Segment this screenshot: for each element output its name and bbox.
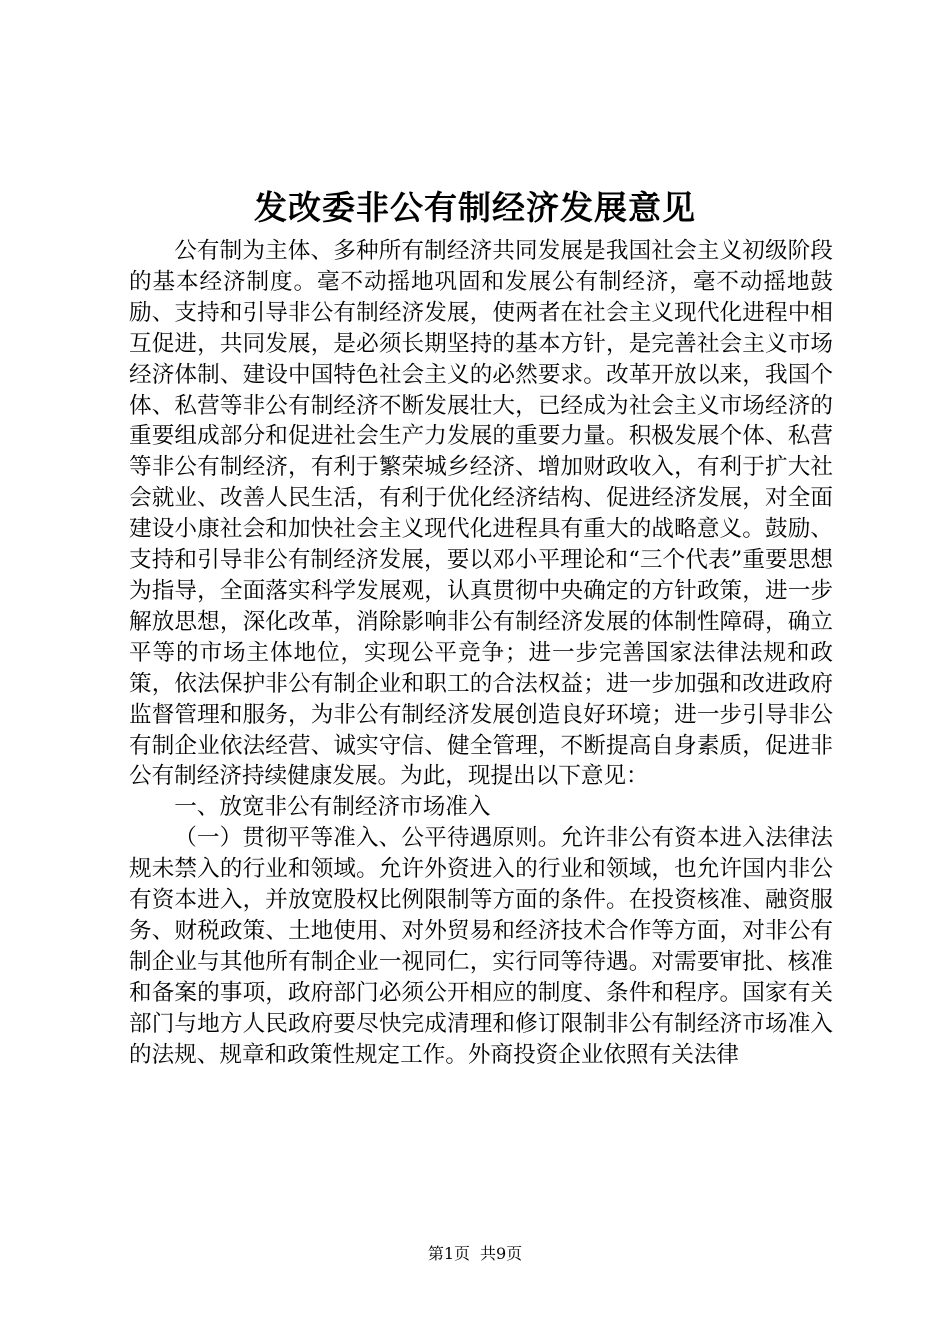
- section-heading: 一、放宽非公有制经济市场准入: [174, 794, 491, 821]
- paragraph-intro: 公有制为主体、多种所有制经济共同发展是我国社会主义初级阶段的基本经济制度。毫不动摇地巩固和发展公有制经济，毫不动摇地鼓励、支持和引导非公有制经济发展，使两者在社会主义现代化进程中相互促进，共同发展，是必须长期坚持的基本方针，是完善社会主义市场经济体制、建设中国特色社会主义的必然要求。改革开放以来，我国个体、私营等非公有制经济不断发展壮大，已经成为社会主义市场经济的重要组成部分和促进社会生产力发展的重要力量。积极发展个体、私营等非公有制经济，有利于繁荣城乡经济、增加财政收入，有利于扩大社会就业、改善人民生活，有利于优化经济结构、促进经济发展，对全面建设小康社会和加快社会主义现代化进程具有重大的战略意义。鼓励、支持和引导非公有制经济发展，要以邓小平理论和“三个代表”重要思想为指导，全面落实科学发展观，认真贯彻中央确定的方针政策，进一步解放思想，深化改革，消除影响非公有制经济发展的体制性障碍，确立平等的市场主体地位，实现公平竞争；进一步完善国家法律法规和政策，依法保护非公有制企业和职工的合法权益；进一步加强和改进政府监督管理和服务，为非公有制经济发展创造良好环境；进一步引导非公有制企业依法经营、诚实守信、健全管理，不断提高自身素质，促进非公有制经济持续健康发展。为此，现提出以下意见：: [129, 238, 833, 790]
- document-title: 发改委非公有制经济发展意见: [254, 188, 696, 227]
- paragraph-subsection-1: （一）贯彻平等准入、公平待遇原则。允许非公有资本进入法律法规未禁入的行业和领域。允许外资进入的行业和领域，也允许国内非公有资本进入，并放宽股权比例限制等方面的条件。在投资核准、融资服务、财税政策、土地使用、对外贸易和经济技术合作等方面，对非公有制企业与其他所有制企业一视同仁，实行同等待遇。对需要审批、核准和备案的事项，政府部门必须公开相应的制度、条件和程序。国家有关部门与地方人民政府要尽快完成清理和修订限制非公有制经济市场准入的法规、规章和政策性规定工作。外商投资企业依照有关法律: [129, 825, 833, 1068]
- page-number-current: 第1页: [427, 1244, 470, 1263]
- page-footer: [0, 1243, 950, 1265]
- page-number-total: 共9页: [480, 1244, 523, 1263]
- document-body: [129, 236, 833, 1070]
